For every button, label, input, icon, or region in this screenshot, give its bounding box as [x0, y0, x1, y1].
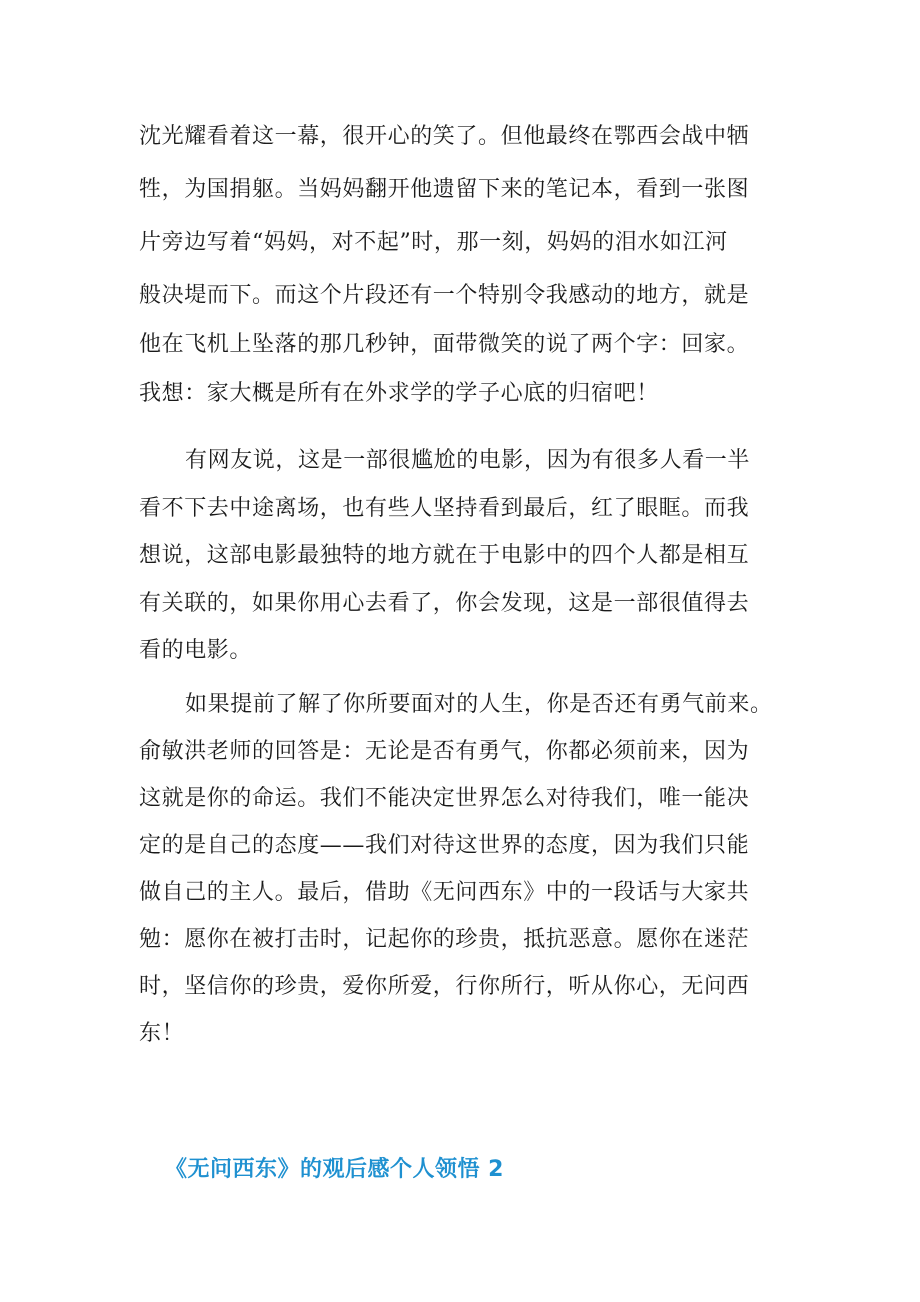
text-line: 他在飞机上坠落的那几秒钟，面带微笑的说了两个字：回家。: [139, 332, 750, 357]
section-heading: 《无问西东》的观后感个人领悟 2: [165, 1157, 504, 1182]
text-line: 定的是自己的态度——我们对待这世界的态度，因为我们只能: [139, 833, 750, 858]
text-line: 有关联的，如果你用心去看了，你会发现，这是一部很值得去: [139, 591, 750, 616]
text-line: 有网友说，这是一部很尴尬的电影，因为有很多人看一半: [185, 448, 751, 473]
text-line: 牲，为国捐躯。当妈妈翻开他遗留下来的笔记本，看到一张图: [139, 177, 750, 202]
text-line: 如果提前了解了你所要面对的人生，你是否还有勇气前来。: [185, 692, 773, 717]
text-line: 沈光耀看着这一幕，很开心的笑了。但他最终在鄂西会战中牺: [139, 124, 750, 149]
text-line: 片旁边写着“妈妈，对不起”时，那一刻，妈妈的泪水如江河: [139, 230, 728, 255]
text-line: 我想：家大概是所有在外求学的学子心底的归宿吧！: [139, 381, 659, 406]
text-line: 俞敏洪老师的回答是：无论是否有勇气，你都必须前来，因为: [139, 739, 750, 764]
text-line: 般决堤而下。而这个片段还有一个特别令我感动的地方，就是: [139, 283, 750, 308]
text-line: 看的电影。: [139, 638, 253, 663]
text-line: 东！: [139, 1021, 185, 1046]
text-line: 勉：愿你在被打击时，记起你的珍贵，抵抗恶意。愿你在迷茫: [139, 927, 750, 952]
text-line: 看不下去中途离场，也有些人坚持看到最后，红了眼眶。而我: [139, 496, 750, 521]
text-line: 时，坚信你的珍贵，爱你所爱，行你所行，听从你心，无问西: [139, 974, 750, 999]
text-line: 想说，这部电影最独特的地方就在于电影中的四个人都是相互: [139, 543, 750, 568]
text-line: 做自己的主人。最后，借助《无问西东》中的一段话与大家共: [139, 880, 750, 905]
text-line: 这就是你的命运。我们不能决定世界怎么对待我们，唯一能决: [139, 786, 750, 811]
